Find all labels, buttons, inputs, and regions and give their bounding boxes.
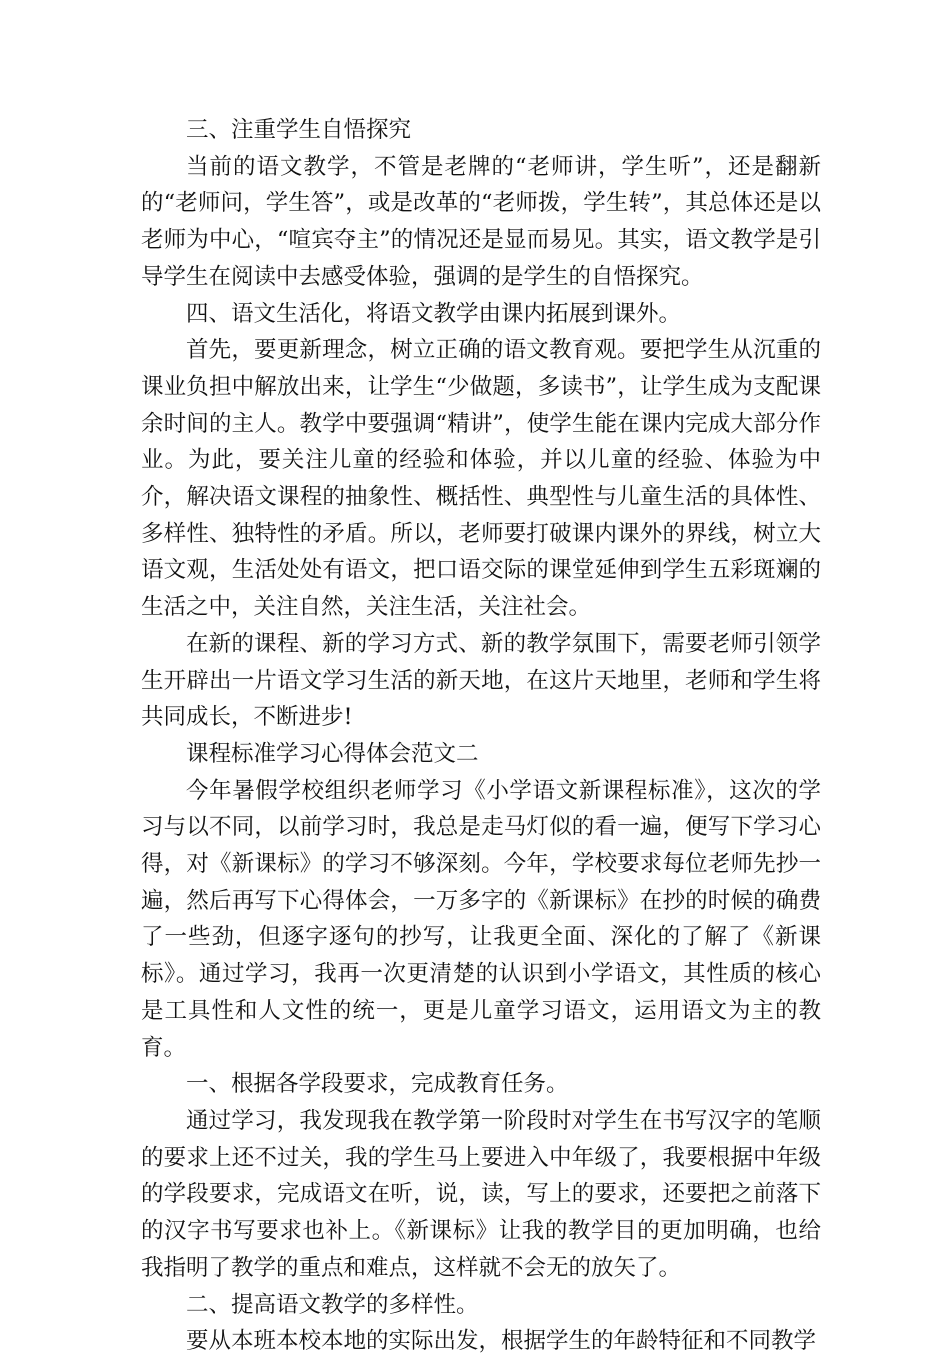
paragraph: 首先，要更新理念，树立正确的语文教育观。要把学生从沉重的课业负担中解放出来，让学生“少做题，多读书”，让学生成为支配课余时间的主人。教学中要强调“精讲”，使学生能在课内完成大部分作业。为此，要关注儿童的经验和体验，并以儿童的经验、体验为中介，解决语文课程的抽象性、概括性、典型性与儿童生活的具体性、多样性、独特性的矛盾。所以，老师要打破课内课外的界线，树立大语文观，生活处处有语文，把口语交际的课堂延伸到学生五彩斑斓的生活之中，关注自然，关注生活，关注社会。 xyxy=(141,337,821,621)
paragraph: 要从本班本校本地的实际出发，根据学生的年龄特征和不同教学 xyxy=(186,1328,817,1355)
article-subtitle: 课程标准学习心得体会范文二 xyxy=(186,740,479,767)
section-heading-3: 三、注重学生自悟探究 xyxy=(186,117,412,143)
paragraph: 今年暑假学校组织老师学习《小学语文新课程标准》，这次的学习与以不同，以前学习时，我总是走马灯似的看一遍，便写下学习心得，对《新课标》的学习不够深刻。今年，学校要求每位老师先抄一遍，然后再写下心得体会，一万多字的《新课标》在抄的时候的确费了一些劲，但逐字逐句的抄写，让我更全面、深化的了解了《新课标》。通过学习，我再一次更清楚的认识到小学语文，其性质的核心是工具性和人文性的统一，更是儿童学习语文，运用语文为主的教育。 xyxy=(141,777,821,1061)
section-heading-4: 四、语文生活化，将语文教学由课内拓展到课外。 xyxy=(186,300,682,327)
paragraph: 当前的语文教学，不管是老牌的“老师讲，学生听”，还是翻新的“老师问，学生答”，或是改革的“老师拨，学生转”，其总体还是以老师为中心，“喧宾夺主”的情况还是显而易见。其实，语文教学是引导学生在阅读中去感受体验，强调的是学生的自悟探究。 xyxy=(141,153,821,290)
document-body xyxy=(141,112,821,1360)
section-heading-2: 二、提高语文教学的多样性。 xyxy=(186,1291,479,1318)
paragraph: 通过学习，我发现我在教学第一阶段时对学生在书写汉字的笔顺的要求上还不过关，我的学生马上要进入中年级了，我要根据中年级的学段要求，完成语文在听，说，读，写上的要求，还要把之前落下的汉字书写要求也补上。《新课标》让我的教学目的更加明确，也给我指明了教学的重点和难点，这样就不会无的放矢了。 xyxy=(141,1107,821,1281)
paragraph: 在新的课程、新的学习方式、新的教学氛围下，需要老师引领学生开辟出一片语文学习生活的新天地，在这片天地里，老师和学生将共同成长，不断进步! xyxy=(141,630,821,731)
section-heading-1: 一、根据各学段要求，完成教育任务。 xyxy=(186,1071,569,1098)
